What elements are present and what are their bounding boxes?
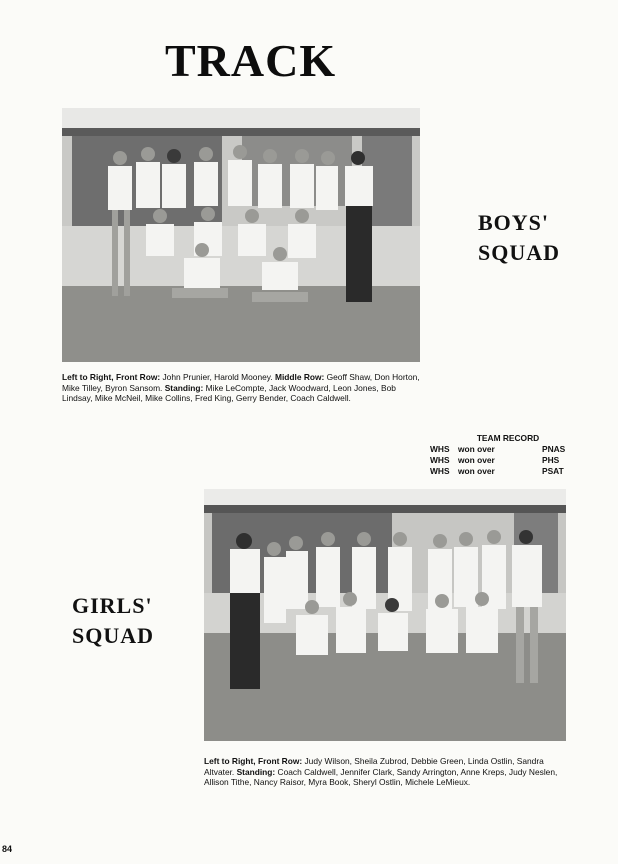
- girls-photo-caption: [204, 756, 570, 788]
- boys-caption-standing: Mike LeCompte, Jack Woodward, Leon Jones, Bob Lindsay, Mike McNeil, Mike Collins, Fred King, Gerry Bender, Coach Caldwell.: [62, 382, 396, 404]
- boys-squad-photo: [62, 108, 420, 362]
- boys-label-line1: BOYS': [478, 210, 550, 235]
- team-record-row: [430, 444, 570, 455]
- boys-photo-caption: [62, 372, 422, 404]
- record-result: won over: [458, 444, 495, 454]
- record-opponent: PNAS: [542, 444, 566, 454]
- page-title: TRACK: [165, 35, 337, 86]
- girls-caption-front: Judy Wilson, Sheila Zubrod, Debbie Green, Linda Ostlin, Sandra Altvater.: [204, 756, 544, 777]
- team-record-row: [430, 466, 570, 477]
- boys-squad-label: [478, 208, 560, 268]
- record-opponent: PSAT: [542, 466, 564, 476]
- girls-photo-illustration: [204, 489, 566, 741]
- team-record: [430, 433, 570, 477]
- girls-caption-lead: Left to Right, Front Row:: [204, 756, 303, 766]
- girls-caption-standing-lead: Standing:: [236, 766, 276, 777]
- boys-caption-middle-lead: Middle Row:: [274, 372, 325, 382]
- team-record-row: [430, 455, 570, 466]
- page-number: 84: [2, 844, 13, 854]
- girls-squad-label: [72, 591, 154, 651]
- record-team: WHS: [430, 444, 450, 454]
- boys-caption-standing-lead: Standing:: [164, 382, 204, 393]
- boys-caption-middle: Geoff Shaw, Don Horton, Mike Tilley, Byron Sansom.: [62, 372, 420, 393]
- girls-label-line1: GIRLS': [72, 593, 153, 618]
- boys-caption-front: John Prunier, Harold Mooney.: [160, 372, 275, 382]
- boys-photo-illustration: [62, 108, 420, 362]
- boys-label-line2: SQUAD: [478, 240, 561, 265]
- record-opponent: PHS: [542, 455, 560, 465]
- girls-caption-standing: Coach Caldwell, Jennifer Clark, Sandy Arrington, Anne Kreps, Judy Neslen, Allison Tithe, Nancy Raisor, Myra Book, Sheryl Ostlin, Michele LeMieux.: [204, 766, 558, 788]
- boys-caption-lead: Left to Right, Front Row:: [62, 372, 161, 382]
- girls-squad-photo: [204, 489, 566, 741]
- record-team: WHS: [430, 466, 450, 476]
- record-team: WHS: [430, 455, 450, 465]
- girls-label-line2: SQUAD: [72, 623, 155, 648]
- record-result: won over: [458, 455, 495, 465]
- record-result: won over: [458, 466, 495, 476]
- team-record-title: TEAM RECORD: [476, 433, 540, 443]
